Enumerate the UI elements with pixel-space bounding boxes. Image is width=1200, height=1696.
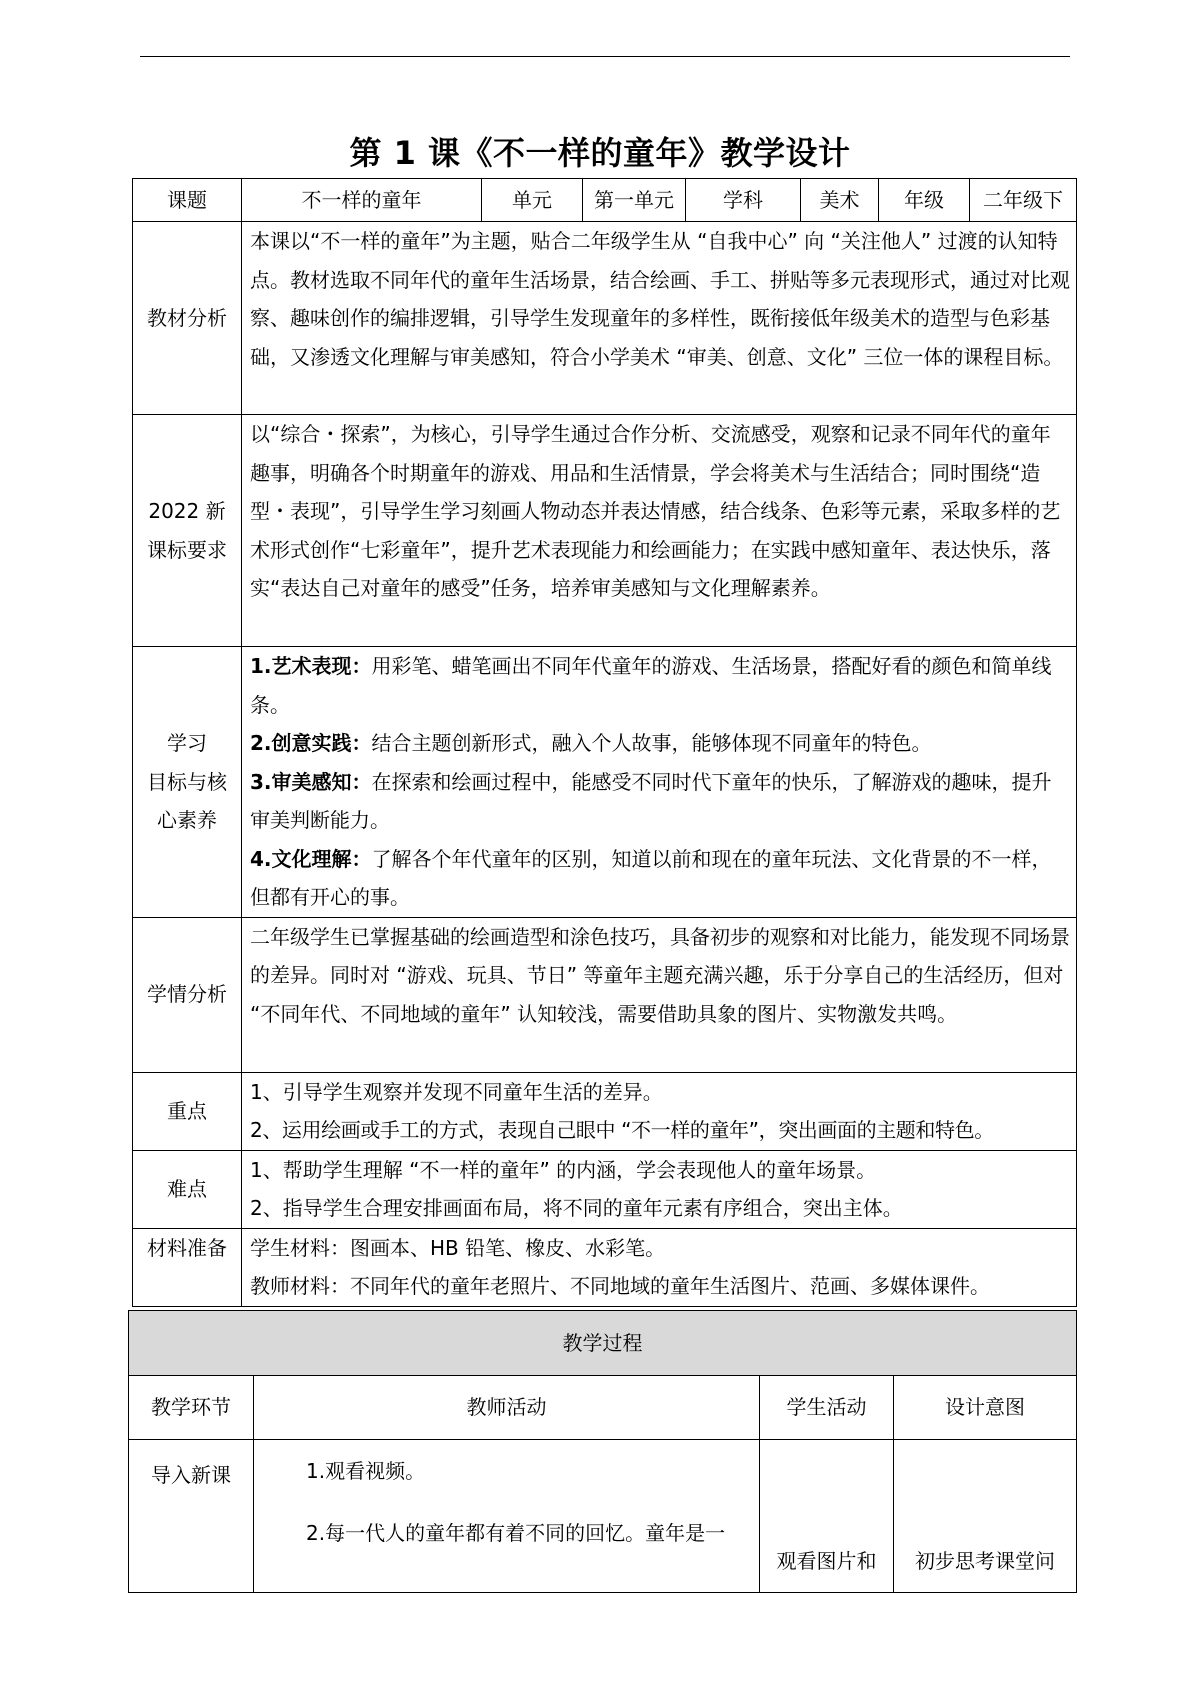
material-item: 教师材料：不同年代的童年老照片、不同地域的童年生活图片、范画、多媒体课件。	[250, 1274, 990, 1298]
teaching-process-table	[128, 1310, 1077, 1593]
learner-analysis-label: 学情分析	[133, 917, 242, 1072]
materials-list	[242, 1228, 1077, 1306]
grade-label: 年级	[879, 179, 970, 222]
difficulties-list	[242, 1150, 1077, 1228]
objective-item: 4.文化理解：了解各个年代童年的区别，知道以前和现在的童年玩法、文化背景的不一样，但都有开心的事。	[250, 846, 1052, 909]
curriculum-label: 2022 新 课标要求	[133, 415, 242, 647]
difficulties-row	[133, 1150, 1077, 1228]
column-header-intent: 设计意图	[894, 1376, 1077, 1440]
objectives-list	[242, 647, 1077, 918]
column-header-teacher: 教师活动	[254, 1376, 760, 1440]
teacher-step: 2.每一代人的童年都有着不同的回忆。童年是一	[306, 1521, 726, 1545]
curriculum-row	[133, 415, 1077, 647]
teacher-step: 1.观看视频。	[306, 1459, 426, 1483]
key-points-row	[133, 1072, 1077, 1150]
subject-value: 美术	[801, 179, 879, 222]
lesson-info-table	[132, 178, 1077, 1307]
key-point-item: 2、运用绘画或手工的方式，表现自己眼中 “不一样的童年”，突出画面的主题和特色。	[250, 1118, 994, 1142]
objective-item: 2.创意实践：结合主题创新形式，融入个人故事，能够体现不同童年的特色。	[250, 731, 932, 755]
difficulties-label: 难点	[133, 1150, 242, 1228]
subject-label: 学科	[686, 179, 801, 222]
process-heading-row	[129, 1311, 1077, 1376]
objective-item: 1.艺术表现：用彩笔、蜡笔画出不同年代童年的游戏、生活场景，搭配好看的颜色和简单线条。	[250, 654, 1052, 717]
key-point-item: 1、引导学生观察并发现不同童年生活的差异。	[250, 1079, 663, 1104]
material-analysis-label: 教材分析	[133, 222, 242, 415]
process-design-intent: 初步思考课堂问	[894, 1440, 1077, 1593]
header-rule	[140, 56, 1070, 57]
process-teacher-activity	[254, 1440, 760, 1593]
curriculum-text: 以“综合・探索”，为核心，引导学生通过合作分析、交流感受，观察和记录不同年代的童年趣事，明确各个时期童年的游戏、用品和生活情景，学会将美术与生活结合；同时围绕“造型・表现”，引导学生学习刻画人物动态并表达情感，结合线条、色彩等元素，采取多样的艺术形式创作“七彩童年”，提升艺术表现能力和绘画能力；在实践中感知童年、表达快乐，落实“表达自己对童年的感受”任务，培养审美感知与文化理解素养。	[242, 415, 1077, 647]
grade-value: 二年级下	[970, 179, 1077, 222]
unit-label: 单元	[482, 179, 583, 222]
objectives-row	[133, 647, 1077, 918]
key-points-label: 重点	[133, 1072, 242, 1150]
unit-value: 第一单元	[583, 179, 686, 222]
objectives-label: 学习 目标与核 心素养	[133, 647, 242, 918]
process-student-activity: 观看图片和	[760, 1440, 894, 1593]
materials-row	[133, 1228, 1077, 1306]
page-title: 第 1 课《不一样的童年》教学设计	[349, 134, 851, 172]
column-header-stage: 教学环节	[129, 1376, 254, 1440]
key-points-list	[242, 1072, 1077, 1150]
topic-label: 课题	[133, 179, 242, 222]
materials-label: 材料准备	[133, 1228, 242, 1306]
process-row	[129, 1440, 1077, 1593]
learner-analysis-row	[133, 917, 1077, 1072]
header-info-row	[133, 179, 1077, 222]
process-heading: 教学过程	[129, 1311, 1077, 1376]
topic-value: 不一样的童年	[242, 179, 482, 222]
learner-analysis-text: 二年级学生已掌握基础的绘画造型和涂色技巧，具备初步的观察和对比能力，能发现不同场景的差异。同时对 “游戏、玩具、节日” 等童年主题充满兴趣，乐于分享自己的生活经历，但对 “不同年代、不同地域的童年” 认知较浅，需要借助具象的图片、实物激发共鸣。	[242, 917, 1077, 1072]
objective-item: 3.审美感知：在探索和绘画过程中，能感受不同时代下童年的快乐，了解游戏的趣味，提升审美判断能力。	[250, 769, 1052, 832]
material-item: 学生材料：图画本、HB 铅笔、橡皮、水彩笔。	[250, 1235, 666, 1260]
process-stage: 导入新课	[129, 1440, 254, 1593]
material-analysis-row	[133, 222, 1077, 415]
material-analysis-text: 本课以“不一样的童年”为主题，贴合二年级学生从 “自我中心” 向 “关注他人” 过渡的认知特点。教材选取不同年代的童年生活场景，结合绘画、手工、拼贴等多元表现形式，通过对比观察、趣味创作的编排逻辑，引导学生发现童年的多样性，既衔接低年级美术的造型与色彩基础，又渗透文化理解与审美感知，符合小学美术 “审美、创意、文化” 三位一体的课程目标。	[242, 222, 1077, 415]
column-header-student: 学生活动	[760, 1376, 894, 1440]
difficulty-item: 2、指导学生合理安排画面布局，将不同的童年元素有序组合，突出主体。	[250, 1196, 903, 1220]
process-columns-row	[129, 1376, 1077, 1440]
difficulty-item: 1、帮助学生理解 “不一样的童年” 的内涵，学会表现他人的童年场景。	[250, 1157, 877, 1182]
